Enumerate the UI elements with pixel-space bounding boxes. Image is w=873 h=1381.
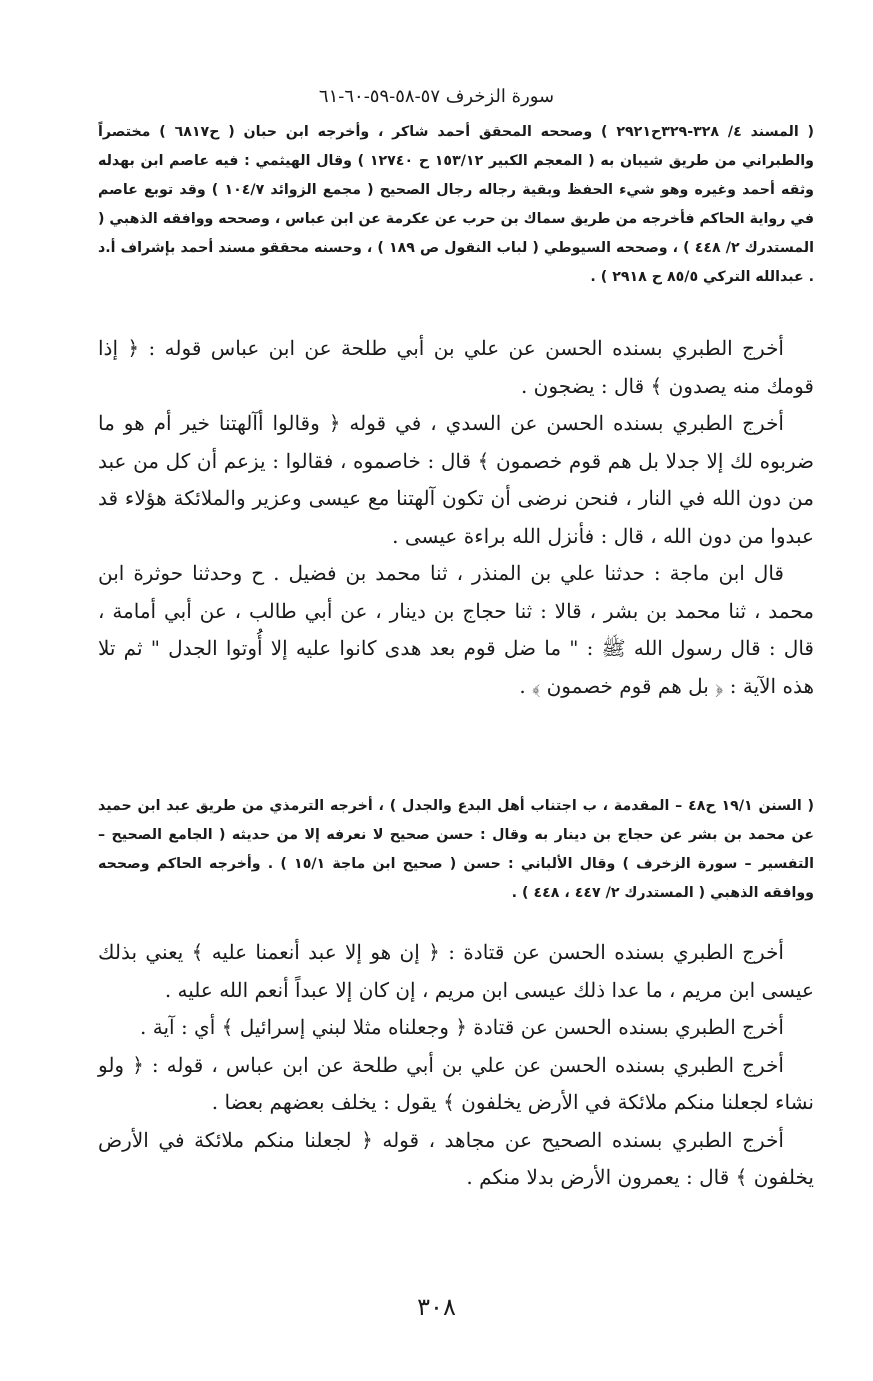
paragraph-6: أخرج الطبري بسنده الحسن عن علي بن أبي طلحة عن ابن عباس ، قوله : ﴿ ولو نشاء لجعلنا منكم ملائكة في الأرض يخلفون ﴾ يقول : يخلف بعضهم بعضا . [98, 1052, 814, 1114]
paragraph-3: قال ابن ماجة : حدثنا علي بن المنذر ، ثنا محمد بن فضيل . ح وحدثنا حوثرة ابن محمد ، ثنا محمد بن بشر ، قالا : ثنا حجاج بن دينار ، عن أبي طالب ، عن أبي أمامة ، قال : قال رسول الله ﷺ : " ما ضل قوم بعد هدى كانوا عليه إلا أُوتوا الجدل " ثم تلا هذه الآية : ﴿ بل هم قوم خصمون ﴾ . [98, 561, 814, 698]
paragraph-5: أخرج الطبري بسنده الحسن عن قتادة ﴿ وجعلناه مثلا لبني إسرائيل ﴾ أي : آية . [140, 1015, 784, 1039]
footnote-middle: ( السنن ١٩/١ ح٤٨ – المقدمة ، ب اجتناب أهل البدع والجدل ) ، أخرجه الترمذي من طريق عبد ابن حميد عن محمد بن بشر عن حجاج بن دينار به وقال : حسن صحيح لا نعرفه إلا من حديثه ( الجامع الصحيح – التفسير – سورة الزخرف ) وقال الألباني : حسن ( صحيح ابن ماجة ١٥/١ ) . وأخرجه الحاكم وصححه ووافقه الذهبي ( المستدرك ٢/ ٤٤٧ ، ٤٤٨ ) . [98, 798, 814, 901]
paragraph-7: أخرج الطبري بسنده الصحيح عن مجاهد ، قوله ﴿ لجعلنا منكم ملائكة في الأرض يخلفون ﴾ قال : يعمرون الأرض بدلا منكم . [98, 1127, 814, 1189]
page-number: ٣٠٨ [417, 1293, 456, 1321]
paragraph-1: أخرج الطبري بسنده الحسن عن علي بن أبي طلحة عن ابن عباس قوله : ﴿ إذا قومك منه يصدون ﴾ قال : يضجون . [98, 336, 814, 398]
paragraph-4: أخرج الطبري بسنده الحسن عن قتادة : ﴿ إن هو إلا عبد أنعمنا عليه ﴾ يعني بذلك عيسى ابن مريم ، ما عدا ذلك عيسى ابن مريم ، إن كان إلا عبداً أنعم الله عليه . [98, 940, 814, 1002]
main-text-upper [98, 330, 814, 785]
paragraph-2: أخرج الطبري بسنده الحسن عن السدي ، في قوله ﴿ وقالوا أآلهتنا خير أم هو ما ضربوه لك إلا جدلا بل هم قوم خصمون ﴾ قال : خاصموه ، فقالوا : يزعم أن كل من عبد من دون الله في النار ، فنحن نرضى أن تكون آلهتنا مع عيسى وعزير والملائكة هؤلاء قد عبدوا من دون الله ، قال : فأنزل الله براءة عيسى . [98, 411, 814, 548]
main-text-lower [98, 934, 814, 1254]
page-header: سورة الزخرف ٥٧-٥٨-٥٩-٦٠-٦١ [318, 86, 555, 107]
footnote-top: ( المسند ٤/ ٣٢٨-٣٢٩ح٢٩٢١ ) وصححه المحقق أحمد شاكر ، وأخرجه ابن حبان ( ح٦٨١٧ ) مختصراً والطبراني من طريق شيبان به ( المعجم الكبير ١٥٣/١٢ ح ١٢٧٤٠ ) وقال الهيثمي : فيه عاصم ابن بهدله وثقه أحمد وغيره وهو شيء الحفظ وبقية رجاله رجال الصحيح ( مجمع الزوائد ١٠٤/٧ ) وقد توبع عاصم في رواية الحاكم فأخرجه من طريق سماك بن حرب عن عكرمة عن ابن عباس ، وصححه ووافقه الذهبي ( المستدرك ٢/ ٤٤٨ ) ، وصححه السيوطي ( لباب النقول ص ١٨٩ ) ، وحسنه محققو مسند أحمد بإشراف أ.د . عبدالله التركي ٨٥/٥ ح ٢٩١٨ ) . [98, 124, 814, 285]
